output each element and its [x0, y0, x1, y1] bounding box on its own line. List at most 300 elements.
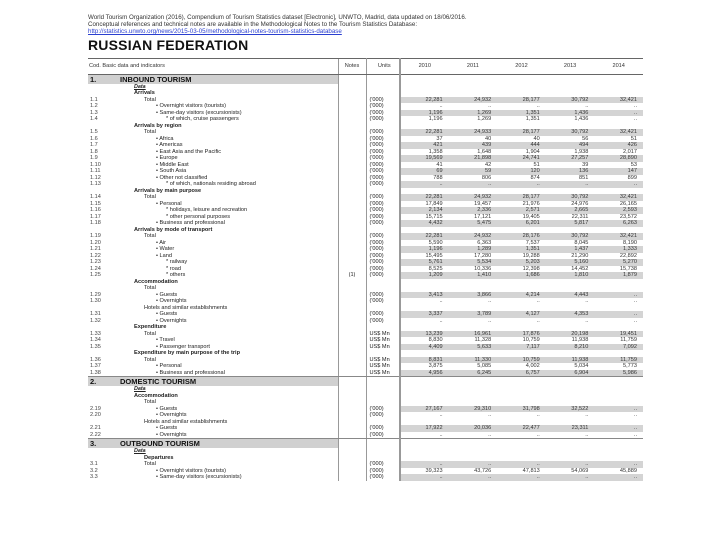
value-cell: 30,792	[546, 97, 595, 104]
value-cell: 19,451	[594, 331, 643, 338]
indicator-code: 3.1	[90, 461, 98, 468]
units-cell: US$ Mn	[366, 357, 400, 364]
value-cell: 11,759	[620, 337, 637, 344]
value-cell: 3,875	[428, 363, 443, 370]
indicator-code: 1.21	[90, 246, 101, 253]
notes-cell	[338, 439, 366, 449]
value-cell: 30,792	[546, 129, 595, 136]
indicator-code: 2.19	[90, 405, 101, 412]
units-cell: ('000)	[366, 97, 400, 104]
indicator-label: • Africa	[156, 135, 174, 142]
indicator-code: 1.38	[88, 370, 120, 377]
indicator-code: 1.32	[90, 317, 101, 324]
value-cell: 30,792	[546, 194, 595, 201]
value-cell: 15,738	[619, 265, 637, 272]
indicator-code: 1.11	[90, 168, 101, 175]
value-cell: 5,633	[449, 344, 498, 351]
value-cell: 8,210	[546, 344, 595, 351]
value-cell	[497, 439, 546, 449]
value-cell: ..	[546, 181, 595, 188]
value-cell	[449, 74, 498, 84]
value-cell: ..	[497, 474, 546, 481]
value-cell: 28,177	[497, 97, 546, 104]
indicator-code: 1.5	[90, 129, 98, 136]
value-cell: 874	[530, 174, 540, 181]
indicator-label: • East Asia and the Pacific	[156, 148, 222, 155]
indicator-label: * others	[166, 272, 186, 279]
value-cell: 30,792	[546, 233, 595, 240]
value-cell: ..	[594, 461, 643, 468]
value-cell: 136	[546, 168, 595, 175]
value-cell: ..	[400, 474, 449, 481]
units-cell: ('000)	[366, 220, 400, 227]
value-cell: 16,961	[449, 331, 498, 338]
value-cell: 22,281	[400, 194, 449, 201]
indicator-code: 1.9	[90, 155, 98, 162]
units-cell: ('000)	[366, 311, 400, 318]
value-cell: 21,290	[571, 252, 589, 259]
value-cell	[449, 377, 498, 387]
value-cell: 10,336	[474, 265, 492, 272]
subheading-label: Expenditure by main purpose of the trip	[134, 350, 240, 357]
value-cell: 1,358	[428, 148, 443, 155]
value-cell: 32,421	[594, 194, 643, 201]
value-cell: ..	[633, 103, 637, 110]
subheading-label: Arrivals by mode of transport	[134, 226, 213, 233]
section-number: 2.	[88, 377, 120, 387]
value-cell: ..	[488, 317, 492, 324]
value-cell	[497, 74, 546, 84]
units-cell: ('000)	[366, 298, 400, 305]
value-cell: 4,214	[497, 292, 546, 299]
value-cell: ..	[439, 298, 443, 305]
value-cell: 5,773	[623, 363, 637, 370]
value-cell: 27,257	[546, 155, 595, 162]
value-cell: 51	[630, 135, 637, 142]
value-cell: 1,437	[546, 246, 595, 253]
value-cell: 53	[630, 161, 637, 168]
units-cell: ('000)	[366, 168, 400, 175]
value-cell	[594, 439, 643, 449]
value-cell	[594, 377, 643, 387]
indicator-label: • Passenger transport	[156, 343, 210, 350]
notes-cell	[338, 74, 366, 84]
indicator-label: • Business and professional	[156, 220, 225, 227]
indicator-label: • Water	[156, 246, 175, 253]
indicator-label: • Overnights	[156, 317, 187, 324]
value-cell: ..	[449, 432, 498, 439]
indicator-code: 3.2	[90, 467, 98, 474]
value-cell: 6,201	[497, 220, 546, 227]
units-cell: ('000)	[366, 175, 400, 182]
indicator-label: • Overnights	[120, 432, 338, 439]
indicator-code: 1.17	[90, 213, 101, 220]
value-cell: 4,409	[400, 344, 449, 351]
value-cell: ..	[633, 116, 637, 123]
indicator-label: • Overnight visitors (tourists)	[156, 103, 227, 110]
indicator-code: 1.20	[90, 239, 101, 246]
methodology-link[interactable]: http://statistics.unwto.org/news/2015-03-05/methodological-notes-tourism-statistics-database	[88, 28, 342, 36]
value-cell: ..	[594, 292, 643, 299]
indicator-code: 1.25	[90, 272, 101, 279]
units-cell: ('000)	[366, 207, 400, 214]
section-title: DOMESTIC TOURISM	[120, 377, 338, 387]
units-cell: ('000)	[366, 103, 400, 110]
indicator-label: Total	[144, 194, 156, 201]
value-cell: 4,127	[497, 311, 546, 318]
value-cell	[400, 377, 449, 387]
indicator-code: 1.31	[90, 311, 101, 318]
units-cell: ('000)	[366, 142, 400, 149]
notes-cell	[338, 432, 366, 439]
value-cell: 1,879	[594, 272, 643, 279]
indicator-label: * holidays, leisure and recreation	[166, 207, 248, 214]
value-cell: 2,336	[449, 207, 498, 214]
value-cell: 11,330	[449, 357, 498, 364]
units-cell	[366, 439, 400, 449]
table-row	[88, 370, 643, 377]
value-cell: ..	[439, 103, 443, 110]
value-cell: 6,263	[594, 220, 643, 227]
value-cell: ..	[497, 432, 546, 439]
section-number: 1.	[88, 74, 120, 84]
header-code-and-indicators	[88, 58, 338, 74]
value-cell: 45,889	[619, 467, 637, 474]
indicator-code: 1.12	[90, 174, 101, 181]
header-code: Cod.	[89, 62, 101, 69]
value-cell: 6,757	[497, 370, 546, 377]
value-cell	[497, 377, 546, 387]
value-cell: 494	[546, 142, 595, 149]
value-cell: ..	[488, 412, 492, 419]
value-cell: ..	[546, 474, 595, 481]
value-cell: 10,759	[497, 357, 546, 364]
units-cell: ('000)	[366, 425, 400, 432]
indicator-label: Total	[144, 461, 156, 468]
units-cell	[366, 377, 400, 387]
value-cell: 20,198	[546, 331, 595, 338]
value-cell: 3,337	[400, 311, 449, 318]
value-cell: ..	[449, 181, 498, 188]
value-cell: 17,280	[474, 252, 492, 259]
value-cell: 8,190	[623, 239, 637, 246]
value-cell: 19,457	[474, 200, 492, 207]
header-notes: Notes	[338, 58, 366, 74]
indicator-label: • Guests	[156, 291, 178, 298]
indicator-code: 1.6	[90, 135, 98, 142]
subheading-label: Hotels and similar establishments	[144, 418, 228, 425]
indicator-label: • Overnight visitors (tourists)	[156, 467, 227, 474]
indicator-code: 1.24	[90, 265, 101, 272]
units-cell: ('000)	[366, 240, 400, 247]
value-cell: 26,165	[619, 200, 637, 207]
units-cell: ('000)	[366, 246, 400, 253]
header-year: 2010	[400, 58, 449, 74]
value-cell: 51	[533, 161, 540, 168]
data-subheading: Data	[134, 448, 146, 455]
indicator-code: 1.1	[90, 96, 98, 103]
indicator-code: 1.7	[90, 142, 98, 149]
value-cell: 24,932	[449, 194, 498, 201]
value-cell: 22,281	[400, 233, 449, 240]
units-cell: US$ Mn	[366, 331, 400, 338]
value-cell: 806	[481, 174, 492, 181]
section-title: OUTBOUND TOURISM	[120, 439, 338, 449]
value-cell: 5,590	[428, 239, 443, 246]
value-cell: 5,085	[477, 363, 492, 370]
value-cell: 5,203	[497, 259, 546, 266]
subheading-label: Total	[144, 399, 156, 406]
value-cell: 17,849	[425, 200, 443, 207]
value-cell: 4,956	[400, 370, 449, 377]
value-cell: ..	[400, 432, 449, 439]
value-cell: 56	[582, 135, 589, 142]
table-row	[88, 474, 643, 481]
indicator-code: 1.3	[90, 109, 98, 116]
indicator-code: 2.21	[90, 425, 101, 432]
value-cell: 10,759	[522, 337, 540, 344]
value-cell: 24,932	[449, 233, 498, 240]
statistics-table	[88, 58, 643, 481]
value-cell: ..	[585, 298, 589, 305]
indicator-label: * of which, nationals residing abroad	[166, 181, 256, 188]
subheading-label: Total	[144, 285, 156, 292]
value-cell: 11,938	[571, 337, 589, 344]
subheading-label: Arrivals by region	[134, 122, 182, 129]
value-cell: 59	[449, 168, 498, 175]
value-cell: 1,196	[428, 116, 443, 123]
indicator-label: • Guests	[156, 405, 178, 412]
units-cell: ('000)	[366, 292, 400, 299]
value-cell: 788	[433, 174, 443, 181]
value-cell: 5,817	[546, 220, 595, 227]
value-cell: 444	[497, 142, 546, 149]
value-cell: ..	[449, 461, 498, 468]
indicator-label: • Overnights	[156, 298, 187, 305]
units-cell: ('000)	[366, 162, 400, 169]
indicator-label: • Personal	[156, 363, 182, 370]
value-cell: 39	[582, 161, 589, 168]
units-cell: ('000)	[366, 149, 400, 156]
indicator-label: Total	[144, 356, 156, 363]
indicator-code: 1.18	[90, 220, 101, 227]
value-cell: 1,196	[400, 246, 449, 253]
value-cell: 899	[627, 174, 637, 181]
section-header-row	[88, 377, 643, 387]
units-cell: ('000)	[366, 272, 400, 279]
subheading-label: Hotels and similar establishments	[144, 304, 228, 311]
value-cell: ..	[400, 181, 449, 188]
indicator-label: Total	[144, 233, 156, 240]
value-cell: 439	[449, 142, 498, 149]
value-cell: ..	[439, 412, 443, 419]
value-cell: 40	[533, 135, 540, 142]
indicator-label: Total	[144, 129, 156, 136]
value-cell: 1,351	[525, 116, 540, 123]
value-cell: 5,986	[594, 370, 643, 377]
value-cell: 29,310	[449, 406, 498, 413]
value-cell	[546, 74, 595, 84]
indicator-label: • Europe	[156, 155, 178, 162]
value-cell: 54,069	[571, 467, 589, 474]
indicator-label: Total	[144, 96, 156, 103]
indicator-label: • Guests	[156, 311, 178, 318]
indicator-label: • Guests	[156, 425, 178, 432]
units-cell: ('000)	[366, 259, 400, 266]
value-cell: ..	[594, 311, 643, 318]
value-cell: 17,876	[497, 331, 546, 338]
value-cell: 21,976	[522, 200, 540, 207]
indicator-label: • Same-day visitors (excursionists)	[156, 109, 242, 116]
value-cell: 6,904	[546, 370, 595, 377]
value-cell: 17,922	[400, 425, 449, 432]
units-cell: ('000)	[366, 116, 400, 123]
value-cell: 24,741	[497, 155, 546, 162]
value-cell: 28,177	[497, 194, 546, 201]
value-cell: ..	[594, 432, 643, 439]
value-cell: 43,726	[474, 467, 492, 474]
value-cell: 23,572	[619, 213, 637, 220]
value-cell: ..	[546, 461, 595, 468]
value-cell: 22,477	[497, 425, 546, 432]
indicator-label: Total	[144, 330, 156, 337]
value-cell: 22,281	[400, 129, 449, 136]
indicator-code: 1.30	[90, 298, 101, 305]
value-cell: 3,789	[449, 311, 498, 318]
units-cell: ('000)	[366, 432, 400, 439]
units-cell	[366, 74, 400, 84]
value-cell: 2,571	[497, 207, 546, 214]
notes-cell: (1)	[338, 272, 366, 279]
value-cell: 8,525	[428, 265, 443, 272]
indicator-code: 1.19	[90, 233, 101, 240]
header-year: 2012	[497, 58, 546, 74]
header-year: 2011	[449, 58, 498, 74]
indicator-code: 1.16	[90, 207, 101, 214]
document-page	[88, 14, 648, 481]
units-cell: US$ Mn	[366, 344, 400, 351]
table-row	[88, 432, 643, 439]
table-header-row	[88, 58, 643, 74]
indicator-label: • Travel	[156, 337, 175, 344]
value-cell: ..	[449, 474, 498, 481]
indicator-label: • Personal	[156, 200, 182, 207]
value-cell: ..	[497, 181, 546, 188]
indicator-code: 1.8	[90, 148, 98, 155]
value-cell: 24,933	[449, 129, 498, 136]
units-cell: ('000)	[366, 406, 400, 413]
value-cell: 6,245	[449, 370, 498, 377]
value-cell: ..	[536, 103, 540, 110]
value-cell	[546, 377, 595, 387]
value-cell: 1,351	[497, 246, 546, 253]
value-cell: 69	[400, 168, 449, 175]
data-subheading: Data	[134, 386, 146, 393]
value-cell: 1,904	[525, 148, 540, 155]
value-cell: 8,830	[428, 337, 443, 344]
value-cell: 5,270	[594, 259, 643, 266]
value-cell: 1,269	[449, 110, 498, 117]
indicator-code: 1.10	[90, 161, 101, 168]
value-cell: ..	[594, 181, 643, 188]
units-cell: ('000)	[366, 136, 400, 143]
value-cell: 15,495	[425, 252, 443, 259]
subheading-label: Arrivals by main purpose	[134, 187, 202, 194]
methodology-note: Conceptual references and technical notes are available in the Methodological Notes to the Tourism Statistics Database:	[88, 21, 418, 29]
value-cell: ..	[594, 474, 643, 481]
value-cell: ..	[594, 110, 643, 117]
units-cell: ('000)	[366, 468, 400, 475]
value-cell: 851	[579, 174, 589, 181]
value-cell: 24,932	[449, 97, 498, 104]
value-cell: 22,281	[400, 97, 449, 104]
indicator-code: 3.3	[90, 474, 98, 481]
value-cell: 1,269	[477, 116, 492, 123]
section-number: 3.	[88, 439, 120, 449]
indicator-code: 1.34	[90, 337, 101, 344]
indicator-label: • South Asia	[156, 168, 187, 175]
value-cell: 15,715	[425, 213, 443, 220]
subheading-label: Accommodation	[134, 392, 178, 399]
country-title: RUSSIAN FEDERATION	[88, 36, 249, 53]
header-year: 2014	[594, 58, 643, 74]
value-cell: ..	[594, 425, 643, 432]
value-cell: 426	[594, 142, 643, 149]
units-cell: ('000)	[366, 461, 400, 468]
indicator-label: * other personal purposes	[166, 213, 231, 220]
indicator-code: 1.4	[90, 116, 98, 123]
subheading-label: Arrivals	[134, 90, 155, 97]
indicator-code: 1.22	[90, 252, 101, 259]
value-cell	[449, 439, 498, 449]
value-cell: 41	[436, 161, 443, 168]
value-cell: 3,866	[449, 292, 498, 299]
value-cell: 20,036	[449, 425, 498, 432]
value-cell: 42	[484, 161, 492, 168]
table-body	[88, 74, 643, 481]
header-year: 2013	[546, 58, 595, 74]
units-cell: ('000)	[366, 266, 400, 273]
value-cell: 32,421	[594, 129, 643, 136]
value-cell: ..	[633, 412, 637, 419]
indicator-label: * road	[166, 265, 181, 272]
value-cell: 1,436	[546, 110, 595, 117]
value-cell: ..	[585, 103, 589, 110]
value-cell: 3,413	[400, 292, 449, 299]
indicator-label: • Air	[156, 239, 167, 246]
indicator-code: 2.22	[88, 432, 120, 439]
value-cell: 147	[594, 168, 643, 175]
indicator-code: 1.29	[90, 291, 101, 298]
value-cell: 2,665	[546, 207, 595, 214]
value-cell: 24,976	[571, 200, 589, 207]
section-title: INBOUND TOURISM	[120, 74, 338, 84]
value-cell: 120	[497, 168, 546, 175]
header-units: Units	[366, 58, 400, 74]
indicator-code: 1.33	[90, 330, 101, 337]
value-cell: ..	[439, 317, 443, 324]
value-cell: 8,045	[574, 239, 589, 246]
value-cell: ..	[488, 103, 492, 110]
units-cell: ('000)	[366, 412, 400, 419]
units-cell: ('000)	[366, 110, 400, 117]
units-cell: ('000)	[366, 253, 400, 260]
indicator-label: • Other not classified	[156, 174, 208, 181]
value-cell: 37	[436, 135, 443, 142]
units-cell: ('000)	[366, 214, 400, 221]
value-cell: 2,593	[594, 207, 643, 214]
value-cell: 11,938	[546, 357, 595, 364]
